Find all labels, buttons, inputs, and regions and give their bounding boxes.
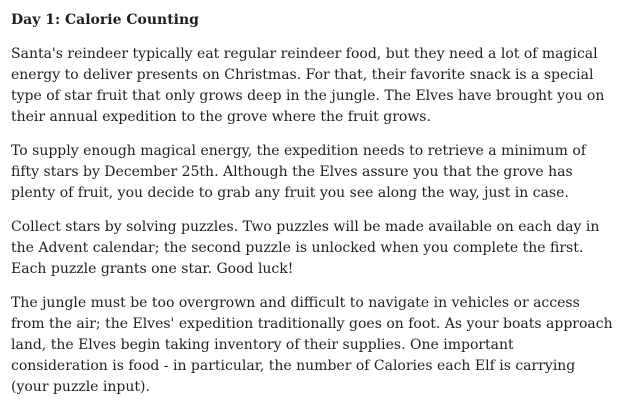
paragraph-goal — [11, 141, 631, 204]
paragraph-line: (your puzzle input). — [11, 379, 150, 395]
paragraph-line: plenty of fruit, you decide to grab any fruit you see along the way, just in case. — [11, 185, 569, 201]
paragraph-line: fifty stars by December 25th. Although the Elves assure you that the grove has — [11, 164, 573, 180]
paragraph-intro — [11, 44, 631, 128]
page-title: Day 1: Calorie Counting — [11, 12, 199, 28]
paragraph-line: consideration is food - in particular, the number of Calories each Elf is carrying — [11, 358, 576, 374]
paragraph-line: land, the Elves begin taking inventory of their supplies. One important — [11, 337, 514, 353]
paragraph-line: energy to deliver presents on Christmas. For that, their favorite snack is a special — [11, 67, 594, 83]
puzzle-document — [11, 9, 631, 398]
paragraph-line: their annual expedition to the grove where the fruit grows. — [11, 109, 431, 125]
paragraph-line: from the air; the Elves' expedition traditionally goes on foot. As your boats approach — [11, 316, 613, 332]
paragraph-line: Each puzzle grants one star. Good luck! — [11, 261, 294, 277]
paragraph-line: Santa's reindeer typically eat regular reindeer food, but they need a lot of magical — [11, 46, 598, 62]
paragraph-line: the Advent calendar; the second puzzle is unlocked when you complete the first. — [11, 240, 584, 256]
paragraph-line: type of star fruit that only grows deep in the jungle. The Elves have brought you on — [11, 88, 605, 104]
paragraph-line: To supply enough magical energy, the expedition needs to retrieve a minimum of — [11, 143, 586, 159]
paragraph-instructions — [11, 217, 631, 280]
paragraph-line: Collect stars by solving puzzles. Two puzzles will be made available on each day in — [11, 219, 600, 235]
paragraph-story — [11, 293, 631, 398]
paragraph-line: The jungle must be too overgrown and difficult to navigate in vehicles or access — [11, 295, 580, 311]
